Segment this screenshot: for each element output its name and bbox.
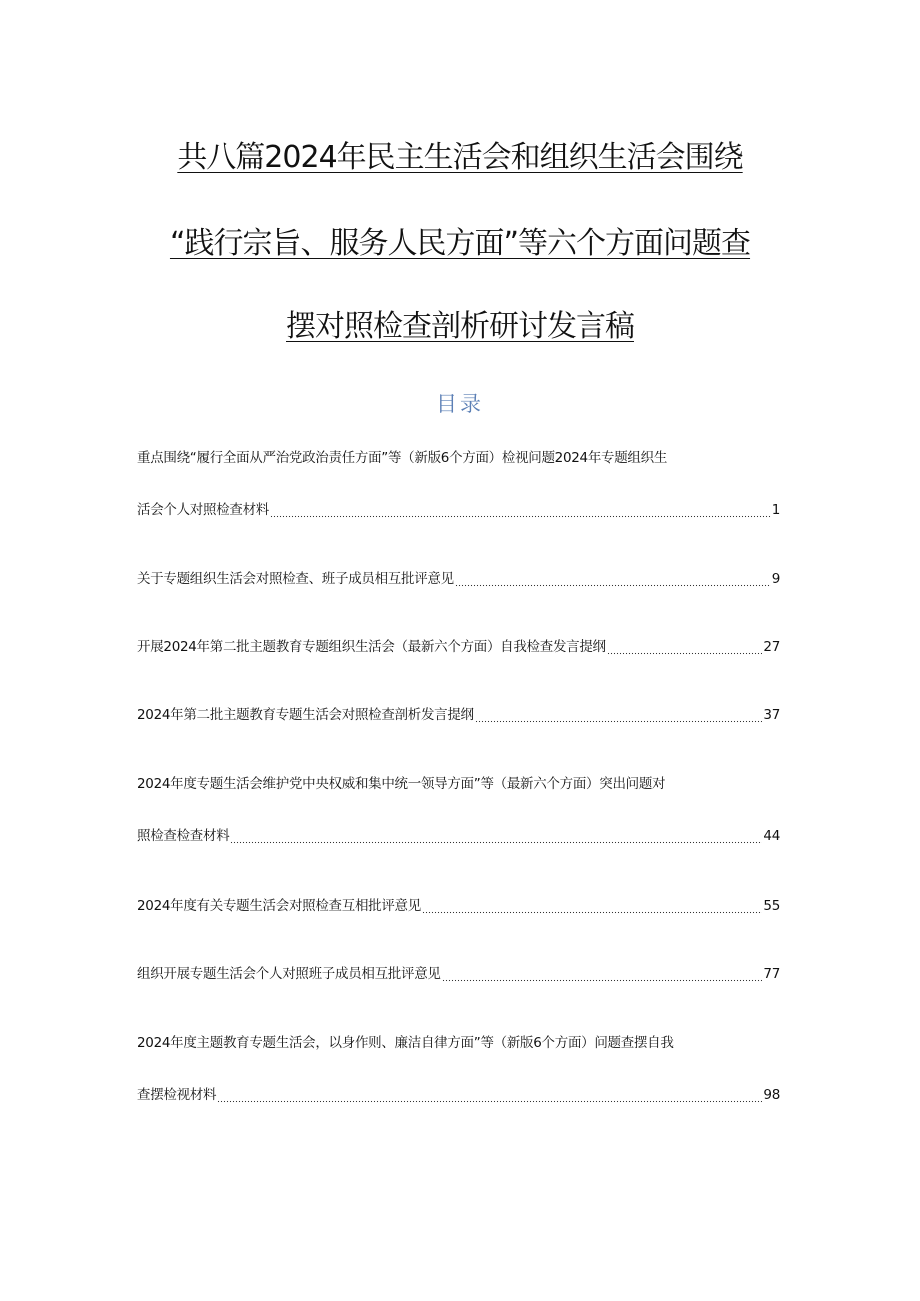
toc-entry-1-line-1[interactable]: 重点围绕“履行全面从严治党政治责任方面”等（新版6个方面）检视问题2024年专题组织生 (137, 450, 668, 466)
document-title-line-3 (0, 307, 920, 347)
toc-entry-6-label: 2024年度有关专题生活会对照检查互相批评意见 (137, 898, 421, 914)
toc-leader-dots (270, 500, 771, 520)
toc-entry-3-label: 开展2024年第二批主题教育专题组织生活会（最新六个方面）自我检查发言提纲 (137, 639, 606, 655)
toc-entry-3-page: 27 (763, 639, 780, 655)
toc-entry-7[interactable] (137, 964, 780, 984)
toc-entry-8[interactable] (137, 1085, 780, 1105)
toc-heading: 目录 (436, 392, 484, 416)
toc-entry-4[interactable] (137, 705, 780, 725)
toc-entry-5-line-1[interactable]: 2024年度专题生活会维护党中央权威和集中统一领导方面”等（最新六个方面）突出问题对 (137, 776, 666, 792)
toc-leader-dots (230, 826, 762, 846)
toc-entry-5[interactable] (137, 826, 780, 846)
toc-entry-1[interactable] (137, 500, 780, 520)
toc-entry-4-page: 37 (763, 707, 780, 723)
toc-leader-dots (475, 705, 763, 725)
toc-entry-8-line-1[interactable]: 2024年度主题教育专题生活会，以身作则、廉洁自律方面”等（新版6个方面）问题查摆自我 (137, 1035, 674, 1051)
document-title-line-1 (0, 138, 920, 178)
toc-entry-2[interactable] (137, 569, 780, 589)
toc-entry-4-label: 2024年第二批主题教育专题生活会对照检查剖析发言提纲 (137, 707, 474, 723)
title-text-2: “践行宗旨、服务人民方面”等六个方面问题查 (169, 226, 751, 261)
toc-entry-2-label: 关于专题组织生活会对照检查、班子成员相互批评意见 (137, 571, 454, 587)
toc-entry-1-page: 1 (771, 502, 780, 518)
title-text-1: 共八篇2024年民主生活会和组织生活会围绕 (177, 140, 743, 175)
toc-leader-dots (217, 1085, 762, 1105)
toc-entry-8-page: 98 (763, 1087, 780, 1103)
toc-leader-dots (422, 896, 762, 916)
toc-leader-dots (455, 569, 771, 589)
toc-entry-3[interactable] (137, 637, 780, 657)
toc-entry-6[interactable] (137, 896, 780, 916)
toc-entry-2-page: 9 (771, 571, 780, 587)
toc-entry-7-page: 77 (763, 966, 780, 982)
document-title-line-2 (0, 224, 920, 264)
toc-entry-5-label: 照检查检查材料 (137, 828, 230, 844)
toc-entry-5-page: 44 (763, 828, 780, 844)
toc-entry-8-label: 查摆检视材料 (137, 1087, 217, 1103)
toc-entry-7-label: 组织开展专题生活会个人对照班子成员相互批评意见 (137, 966, 441, 982)
toc-entry-1-label: 活会个人对照检查材料 (137, 502, 269, 518)
toc-leader-dots (607, 637, 763, 657)
toc-entry-6-page: 55 (763, 898, 780, 914)
title-text-3: 摆对照检查剖析研讨发言稿 (286, 309, 634, 344)
toc-leader-dots (442, 964, 763, 984)
